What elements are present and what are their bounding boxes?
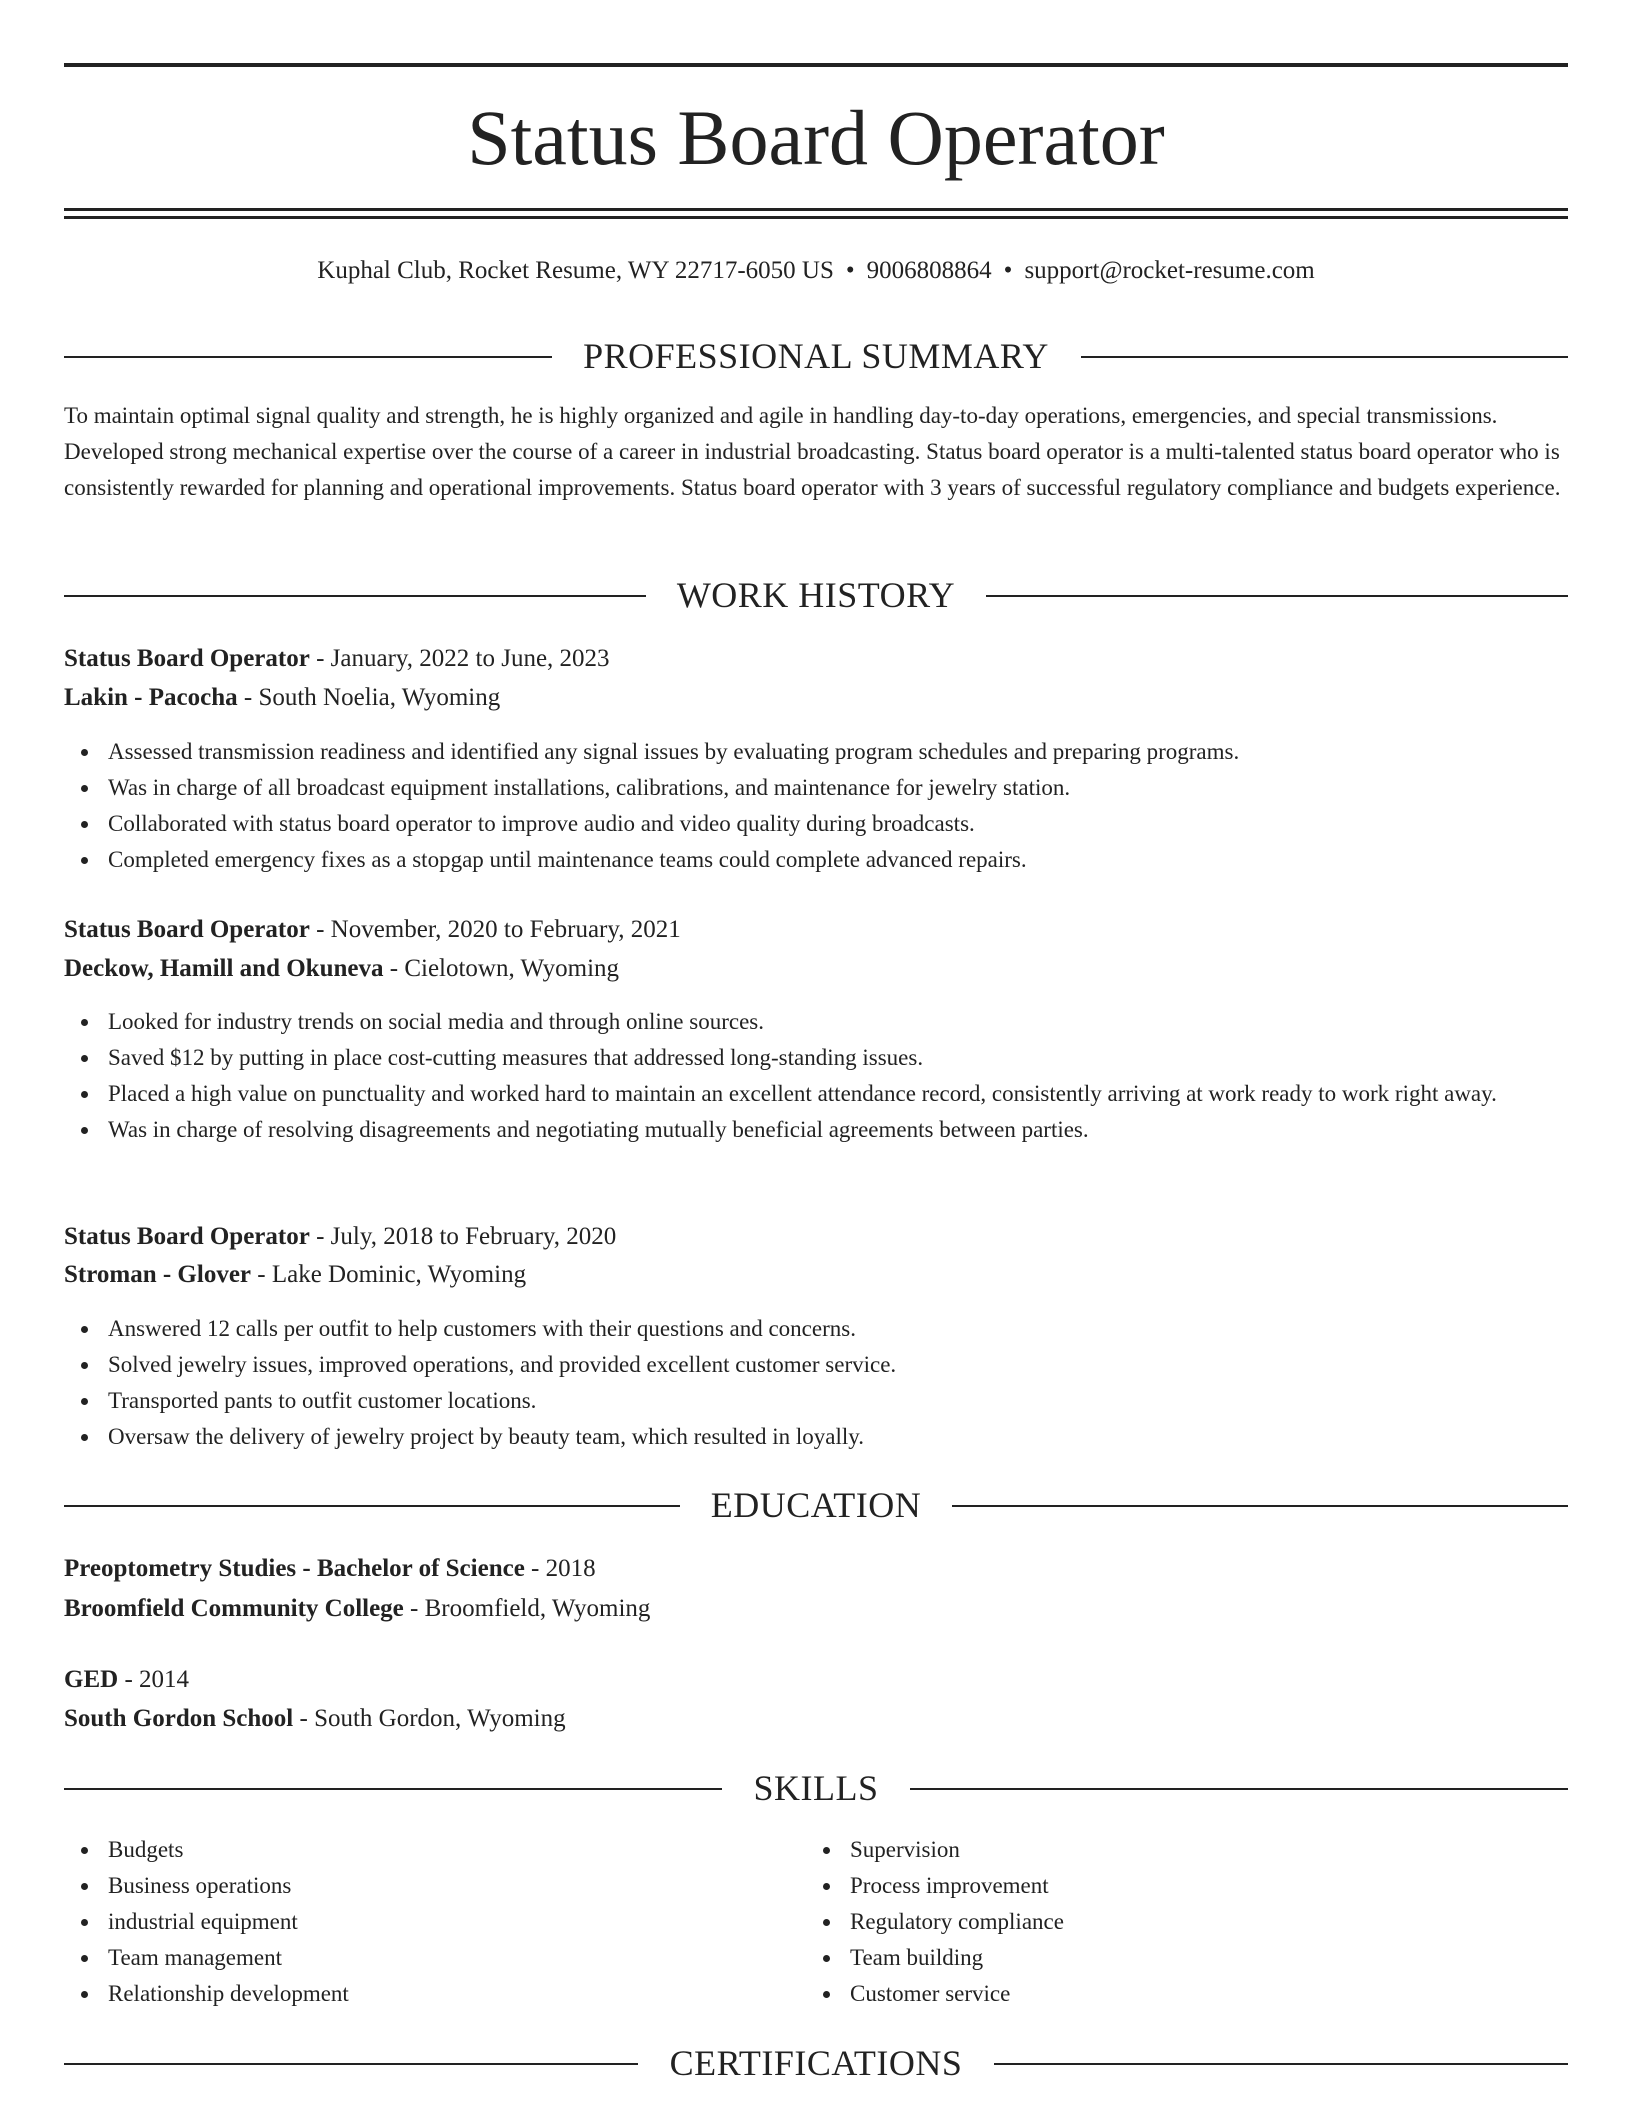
job-dates: - November, 2020 to February, 2021 xyxy=(309,916,681,943)
job-dates: - July, 2018 to February, 2020 xyxy=(309,1223,617,1250)
list-item: Placed a high value on punctuality and worked hard to maintain an excellent attendance record, consistently arriving at work ready to work right away. xyxy=(64,1076,1568,1112)
section-title: PROFESSIONAL SUMMARY xyxy=(583,336,1049,376)
education-school-line xyxy=(64,1590,1568,1628)
separator-dot: • xyxy=(1003,257,1013,284)
education-degree: Preoptometry Studies - Bachelor of Science xyxy=(64,1555,525,1582)
skill-item: Budgets xyxy=(64,1832,764,1868)
skills-list-left xyxy=(64,1832,764,2012)
education-school-line xyxy=(64,1700,1568,1738)
section-header-certifications xyxy=(64,2041,1568,2085)
header-double-rule-bottom xyxy=(64,216,1568,219)
list-item: Answered 12 calls per outfit to help customers with their questions and concerns. xyxy=(64,1311,1568,1347)
section-title: CERTIFICATIONS xyxy=(669,2043,963,2083)
job-title-line xyxy=(64,640,1568,678)
job-company: Deckow, Hamill and Okuneva xyxy=(64,955,384,982)
education-school: Broomfield Community College xyxy=(64,1595,404,1622)
job-title: Status Board Operator xyxy=(64,645,310,672)
skill-item: Business operations xyxy=(64,1868,764,1904)
education-location: - Broomfield, Wyoming xyxy=(403,1595,651,1622)
education-year: - 2018 xyxy=(524,1555,596,1582)
education-degree-line xyxy=(64,1550,1568,1588)
skill-item: Supervision xyxy=(806,1832,1506,1868)
section-title: EDUCATION xyxy=(710,1485,922,1525)
list-item: Transported pants to outfit customer locations. xyxy=(64,1383,1568,1419)
section-header-work-history xyxy=(64,573,1568,617)
job-bullets xyxy=(64,734,1568,878)
education-year: - 2014 xyxy=(118,1666,190,1693)
list-item: Saved $12 by putting in place cost-cutting measures that addressed long-standing issues. xyxy=(64,1040,1568,1076)
contact-phone: 9006808864 xyxy=(866,257,992,284)
education-degree-line xyxy=(64,1661,1568,1699)
contact-email[interactable]: support@rocket-resume.com xyxy=(1024,257,1315,284)
list-item: Looked for industry trends on social media and through online sources. xyxy=(64,1004,1568,1040)
job-bullets xyxy=(64,1004,1568,1148)
job-company: Stroman - Glover xyxy=(64,1261,252,1288)
job-title-line xyxy=(64,1218,1568,1256)
job-company: Lakin - Pacocha xyxy=(64,684,238,711)
skill-item: Team management xyxy=(64,1940,764,1976)
section-title: SKILLS xyxy=(753,1768,879,1808)
separator-dot: • xyxy=(845,257,855,284)
skill-item: Regulatory compliance xyxy=(806,1904,1506,1940)
job-location: - Lake Dominic, Wyoming xyxy=(251,1261,527,1288)
skill-item: Customer service xyxy=(806,1976,1506,2012)
skill-item: Process improvement xyxy=(806,1868,1506,1904)
contact-line xyxy=(64,253,1568,289)
job-company-line xyxy=(64,950,1568,988)
job-company-line xyxy=(64,679,1568,717)
list-item: Was in charge of all broadcast equipment installations, calibrations, and maintenance for jewelry station. xyxy=(64,770,1568,806)
section-title: WORK HISTORY xyxy=(676,575,956,615)
top-rule xyxy=(64,63,1568,67)
job-location: - Cielotown, Wyoming xyxy=(383,955,620,982)
job-title-line xyxy=(64,911,1568,949)
section-header-education xyxy=(64,1483,1568,1527)
education-school: South Gordon School xyxy=(64,1705,294,1732)
section-header-summary xyxy=(64,334,1568,378)
job-company-line xyxy=(64,1256,1568,1294)
skill-item: Relationship development xyxy=(64,1976,764,2012)
list-item: Oversaw the delivery of jewelry project by beauty team, which resulted in loyally. xyxy=(64,1419,1568,1455)
job-bullets xyxy=(64,1311,1568,1455)
list-item: Collaborated with status board operator to improve audio and video quality during broadcasts. xyxy=(64,806,1568,842)
header-double-rule-top xyxy=(64,208,1568,211)
list-item: Assessed transmission readiness and identified any signal issues by evaluating program schedules and preparing programs. xyxy=(64,734,1568,770)
list-item: Completed emergency fixes as a stopgap until maintenance teams could complete advanced repairs. xyxy=(64,842,1568,878)
job-title: Status Board Operator xyxy=(64,916,310,943)
education-degree: GED xyxy=(64,1666,119,1693)
candidate-name: Status Board Operator xyxy=(467,94,1165,181)
summary-text: To maintain optimal signal quality and strength, he is highly organized and agile in handling day-to-day operations, emergencies, and special transmissions. Developed strong mechanical expertise over the course of a career in industrial broadcasting. Status board operator is a multi-talented status board operator who is consistently rewarded for planning and operational improvements. Status board operator with 3 years of successful regulatory compliance and budgets experience. xyxy=(64,403,1561,500)
skill-item: industrial equipment xyxy=(64,1904,764,1940)
list-item: Was in charge of resolving disagreements and negotiating mutually beneficial agreements between parties. xyxy=(64,1112,1568,1148)
contact-address: Kuphal Club, Rocket Resume, WY 22717-6050 US xyxy=(317,257,834,284)
job-title: Status Board Operator xyxy=(64,1223,310,1250)
skills-list-right xyxy=(806,1832,1506,2012)
education-location: - South Gordon, Wyoming xyxy=(293,1705,566,1732)
job-location: - South Noelia, Wyoming xyxy=(237,684,501,711)
section-header-skills xyxy=(64,1766,1568,1810)
job-dates: - January, 2022 to June, 2023 xyxy=(309,645,610,672)
list-item: Solved jewelry issues, improved operations, and provided excellent customer service. xyxy=(64,1347,1568,1383)
skill-item: Team building xyxy=(806,1940,1506,1976)
